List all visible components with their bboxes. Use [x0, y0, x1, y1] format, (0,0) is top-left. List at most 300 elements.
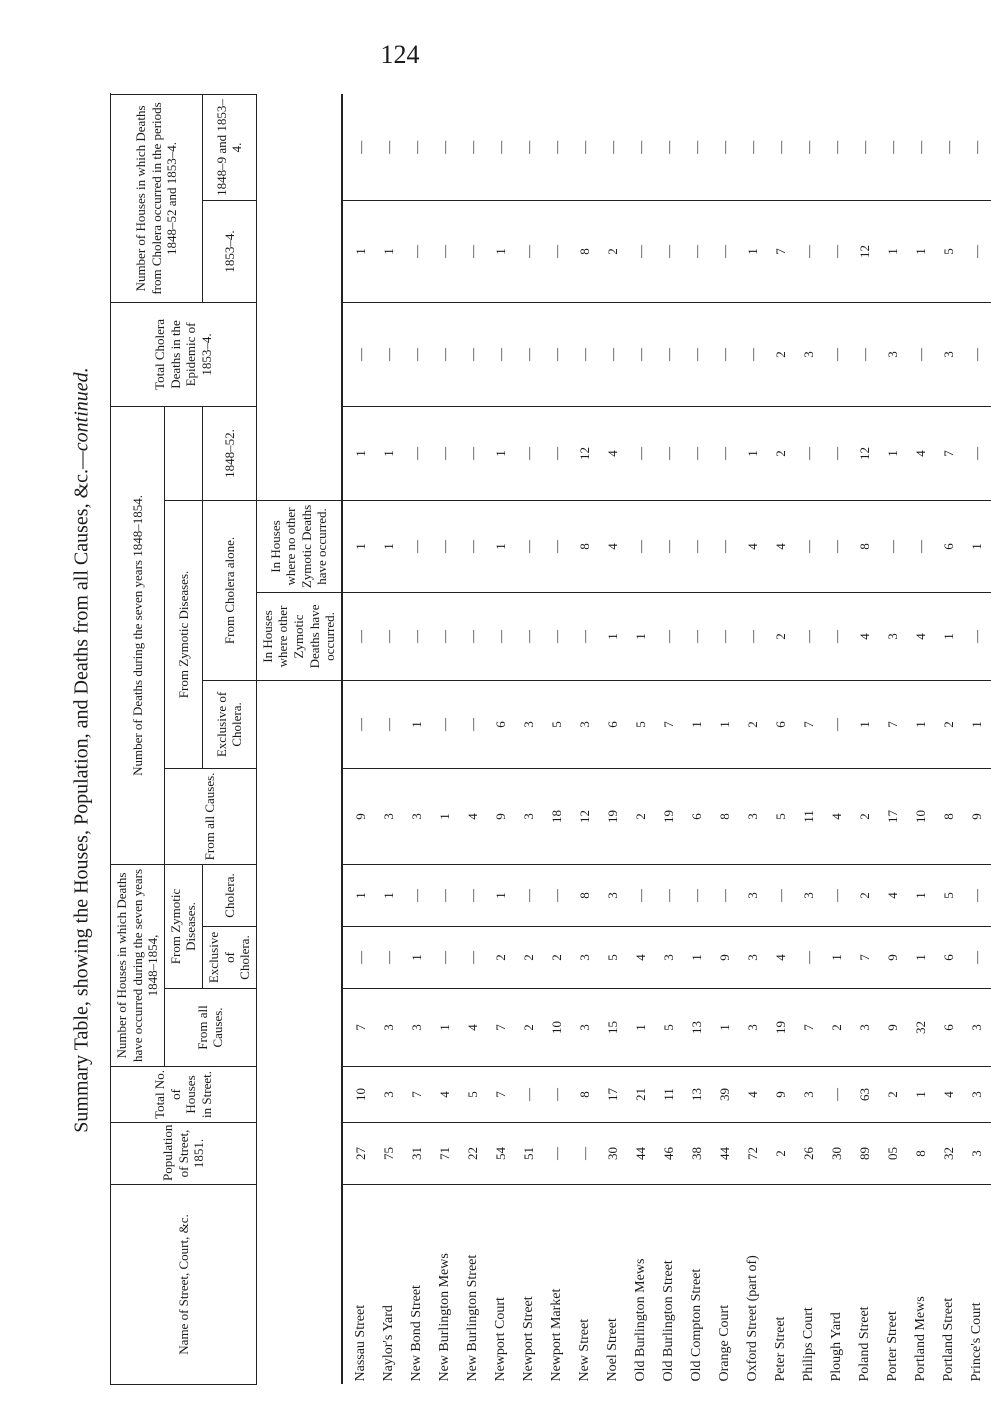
- cell-h-chol: —: [823, 864, 851, 926]
- cell-cboth: —: [907, 94, 935, 200]
- cell-total-ch: 12: [571, 406, 599, 500]
- cell-pop: 46: [655, 1123, 683, 1185]
- cell-name: Old Burlington Mews: [632, 1258, 648, 1382]
- cell-h-all: 1: [431, 989, 459, 1067]
- cell-c48: —: [543, 302, 571, 406]
- cell-h-chol: 1: [907, 864, 935, 926]
- cell-houses: 7: [487, 1067, 515, 1123]
- cell-d-excl: 2: [739, 680, 767, 768]
- cell-h-chol: 1: [487, 864, 515, 926]
- cell-pop: 05: [879, 1123, 907, 1185]
- cell-d-excl: —: [823, 680, 851, 768]
- cell-d-other: 1: [935, 592, 963, 680]
- cell-c48: —: [599, 302, 627, 406]
- cell-h-all: 6: [935, 989, 963, 1067]
- cell-d-other: —: [739, 592, 767, 680]
- cell-d-excl: 3: [571, 680, 599, 768]
- cell-d-excl: 6: [767, 680, 795, 768]
- cell-h-chol: —: [403, 864, 431, 926]
- cell-d-all: 6: [683, 768, 711, 864]
- cell-pop: 27: [342, 1123, 375, 1185]
- cell-pop: 54: [487, 1123, 515, 1185]
- cell-c53: 2: [599, 200, 627, 302]
- cell-total-ch: —: [963, 406, 991, 500]
- cell-name: Nassau Street: [342, 1185, 375, 1385]
- header-ch-1848: 1848–52.: [202, 406, 256, 500]
- header-deaths-zymotic: From Zymotic Diseases.: [164, 500, 202, 768]
- cell-h-chol: 3: [795, 864, 823, 926]
- table-row: [459, 94, 487, 1384]
- cell-h-excl: 1: [907, 927, 935, 989]
- cell-d-other: 1: [627, 592, 655, 680]
- cell-name: New Bond Street: [408, 1285, 424, 1382]
- title-area: [62, 80, 102, 1420]
- cell-h-excl: 2: [487, 927, 515, 989]
- cell-c53: —: [543, 200, 571, 302]
- table-row: [543, 94, 571, 1384]
- cell-d-noother: —: [627, 500, 655, 592]
- header-houses-cholera: Cholera.: [202, 864, 256, 926]
- cell-houses: —: [543, 1067, 571, 1123]
- cell-c53: 7: [767, 200, 795, 302]
- cell-cboth: —: [935, 94, 963, 200]
- cell-d-excl: 1: [963, 680, 991, 768]
- table-row: [599, 94, 627, 1384]
- cell-d-other: —: [795, 592, 823, 680]
- cell-pop: 3: [963, 1123, 991, 1185]
- cell-cboth: —: [515, 94, 543, 200]
- cell-h-chol: 1: [375, 864, 403, 926]
- cell-houses: 1: [907, 1067, 935, 1123]
- header-cholera-houses-group: Number of Houses in which Deaths from Cholera occurred in the periods 1848–52 and 1853–4.: [111, 94, 203, 302]
- cell-d-all: 4: [823, 768, 851, 864]
- cell-d-all: 2: [851, 768, 879, 864]
- cell-h-all: 3: [375, 989, 403, 1067]
- cell-d-all: 11: [795, 768, 823, 864]
- cell-d-excl: 1: [851, 680, 879, 768]
- cell-h-all: 3: [851, 989, 879, 1067]
- header-houses-zymotic: From Zymotic Diseases.: [164, 864, 202, 988]
- cell-c48: —: [571, 302, 599, 406]
- cell-d-noother: —: [515, 500, 543, 592]
- cell-cboth: —: [599, 94, 627, 200]
- cell-h-excl: —: [459, 927, 487, 989]
- cell-h-excl: 5: [599, 927, 627, 989]
- cell-c53: 5: [935, 200, 963, 302]
- cell-houses: —: [515, 1067, 543, 1123]
- cell-cboth: —: [711, 94, 739, 200]
- header-total-cholera: Total Cholera Deaths in the Epidemic of 1853–4.: [111, 302, 257, 406]
- cell-h-excl: 7: [851, 927, 879, 989]
- cell-h-all: 1: [711, 989, 739, 1067]
- cell-cboth: —: [767, 94, 795, 200]
- cell-h-chol: —: [963, 864, 991, 926]
- cell-c53: —: [431, 200, 459, 302]
- cell-name: Newport Market: [548, 1288, 564, 1382]
- cell-d-excl: 2: [935, 680, 963, 768]
- cell-houses: 17: [599, 1067, 627, 1123]
- header-name: Name of Street, Court, &c.: [111, 1185, 257, 1385]
- cell-cboth: —: [403, 94, 431, 200]
- cell-cboth: —: [963, 94, 991, 200]
- cell-pop: 31: [403, 1123, 431, 1185]
- cell-cboth: —: [879, 94, 907, 200]
- cell-c48: —: [739, 302, 767, 406]
- cell-d-all: 9: [963, 768, 991, 864]
- cell-pop: —: [571, 1123, 599, 1185]
- cell-houses: 4: [431, 1067, 459, 1123]
- cell-c53: 1: [907, 200, 935, 302]
- cell-d-all: 8: [711, 768, 739, 864]
- cell-h-excl: —: [963, 927, 991, 989]
- cell-d-excl: 1: [711, 680, 739, 768]
- cell-pop: 26: [795, 1123, 823, 1185]
- cell-d-other: —: [963, 592, 991, 680]
- cell-c48: —: [823, 302, 851, 406]
- cell-d-noother: —: [907, 500, 935, 592]
- cell-d-noother: —: [431, 500, 459, 592]
- cell-pop: —: [543, 1123, 571, 1185]
- cell-h-excl: 3: [655, 927, 683, 989]
- cell-total-ch: —: [403, 406, 431, 500]
- cell-d-other: —: [655, 592, 683, 680]
- cell-d-excl: 6: [487, 680, 515, 768]
- cell-c48: 2: [767, 302, 795, 406]
- cell-total-ch: —: [431, 406, 459, 500]
- cell-c53: 1: [342, 200, 375, 302]
- cell-c53: —: [515, 200, 543, 302]
- cell-d-all: 17: [879, 768, 907, 864]
- cell-name: Old Compton Street: [688, 1268, 704, 1382]
- cell-c48: —: [683, 302, 711, 406]
- cell-cboth: —: [683, 94, 711, 200]
- cell-c53: —: [655, 200, 683, 302]
- cell-name: Porter Street: [884, 1311, 900, 1382]
- cell-d-other: —: [342, 592, 375, 680]
- header-houses-all: From all Causes.: [164, 989, 256, 1067]
- page-number: 124: [380, 40, 420, 69]
- cell-c53: 1: [375, 200, 403, 302]
- cell-h-excl: —: [375, 927, 403, 989]
- cell-d-noother: —: [795, 500, 823, 592]
- header-population: Population of Street, 1851.: [111, 1123, 257, 1185]
- cell-c53: —: [403, 200, 431, 302]
- cell-houses: 11: [655, 1067, 683, 1123]
- cell-cboth: —: [342, 94, 375, 200]
- cell-d-excl: —: [431, 680, 459, 768]
- table-row: [655, 94, 683, 1384]
- table-row: [515, 94, 543, 1384]
- cell-houses: 4: [935, 1067, 963, 1123]
- cell-d-excl: 5: [627, 680, 655, 768]
- cell-d-noother: 8: [571, 500, 599, 592]
- cell-d-noother: 8: [851, 500, 879, 592]
- cell-d-noother: 4: [767, 500, 795, 592]
- cell-cboth: —: [431, 94, 459, 200]
- cell-d-noother: —: [403, 500, 431, 592]
- cell-h-excl: 4: [627, 927, 655, 989]
- cell-name: Old Burlington Street: [660, 1260, 676, 1382]
- title-main: Summary Table, showing the Houses, Population, and Deaths from all Causes, &c.: [70, 468, 93, 1133]
- table-row: [375, 94, 403, 1384]
- cell-pop: 72: [739, 1123, 767, 1185]
- cell-h-all: 7: [487, 989, 515, 1067]
- table-row: [711, 94, 739, 1384]
- cell-total-ch: —: [823, 406, 851, 500]
- cell-d-all: 8: [935, 768, 963, 864]
- cell-name: Poland Street: [856, 1306, 872, 1382]
- summary-table-rotated: [110, 95, 984, 1385]
- cell-c48: 3: [935, 302, 963, 406]
- cell-name: Plough Yard: [828, 1312, 844, 1382]
- cell-d-other: —: [375, 592, 403, 680]
- cell-c48: —: [431, 302, 459, 406]
- cell-houses: 7: [403, 1067, 431, 1123]
- cell-h-chol: 1: [342, 864, 375, 926]
- cell-h-excl: —: [342, 927, 375, 989]
- cell-h-all: 3: [403, 989, 431, 1067]
- cell-c53: 1: [879, 200, 907, 302]
- cell-total-ch: 4: [599, 406, 627, 500]
- cell-h-excl: —: [795, 927, 823, 989]
- cell-c48: —: [403, 302, 431, 406]
- cell-name: Naylor's Yard: [380, 1305, 396, 1382]
- cell-pop: 89: [851, 1123, 879, 1185]
- cell-d-noother: 1: [963, 500, 991, 592]
- cell-name: Peter Street: [772, 1316, 788, 1382]
- cell-h-chol: —: [655, 864, 683, 926]
- cell-houses: 21: [627, 1067, 655, 1123]
- cell-total-ch: —: [683, 406, 711, 500]
- cell-d-noother: 1: [375, 500, 403, 592]
- cell-c48: —: [627, 302, 655, 406]
- cell-houses: 39: [711, 1067, 739, 1123]
- cell-c48: 3: [879, 302, 907, 406]
- cell-h-all: 2: [823, 989, 851, 1067]
- table-row: [627, 94, 655, 1384]
- cell-h-all: 5: [655, 989, 683, 1067]
- cell-total-ch: 12: [851, 406, 879, 500]
- cell-total-ch: —: [711, 406, 739, 500]
- cell-h-all: 3: [963, 989, 991, 1067]
- cell-total-ch: —: [627, 406, 655, 500]
- cell-pop: 38: [683, 1123, 711, 1185]
- cell-name: Portland Street: [940, 1297, 956, 1382]
- cell-total-ch: 1: [879, 406, 907, 500]
- header-deaths-ch-other: In Houses where other Zymotic Deaths have occurred.: [256, 592, 341, 680]
- cell-h-excl: 3: [571, 927, 599, 989]
- cell-h-chol: —: [627, 864, 655, 926]
- cell-d-other: —: [571, 592, 599, 680]
- cell-name: Portland Mews: [912, 1296, 928, 1382]
- header-row-4: [256, 94, 341, 1384]
- cell-d-excl: —: [375, 680, 403, 768]
- cell-cboth: —: [739, 94, 767, 200]
- cell-houses: 63: [851, 1067, 879, 1123]
- cell-houses: 4: [739, 1067, 767, 1123]
- cell-h-chol: —: [543, 864, 571, 926]
- cell-d-excl: 5: [543, 680, 571, 768]
- table-row: [739, 94, 767, 1384]
- cell-pop: 32: [935, 1123, 963, 1185]
- table-row: [851, 94, 879, 1384]
- cell-total-ch: —: [655, 406, 683, 500]
- cell-total-ch: 1: [375, 406, 403, 500]
- cell-d-all: 12: [571, 768, 599, 864]
- cell-total-ch: —: [459, 406, 487, 500]
- cell-h-all: 32: [907, 989, 935, 1067]
- table-row: [823, 94, 851, 1384]
- cell-h-excl: 6: [935, 927, 963, 989]
- cell-h-excl: 1: [403, 927, 431, 989]
- cell-d-all: 2: [627, 768, 655, 864]
- table-row: [767, 94, 795, 1384]
- cell-houses: 13: [683, 1067, 711, 1123]
- cell-name: Philips Court: [800, 1307, 816, 1382]
- cell-c48: —: [375, 302, 403, 406]
- cell-d-excl: 6: [599, 680, 627, 768]
- cell-c53: 8: [571, 200, 599, 302]
- cell-d-noother: —: [459, 500, 487, 592]
- summary-table: [110, 94, 991, 1385]
- cell-d-all: 4: [459, 768, 487, 864]
- cell-d-excl: 3: [515, 680, 543, 768]
- cell-pop: 44: [711, 1123, 739, 1185]
- cell-name: New Street: [576, 1318, 592, 1382]
- cell-h-chol: —: [711, 864, 739, 926]
- cell-cboth: —: [375, 94, 403, 200]
- cell-pop: 71: [431, 1123, 459, 1185]
- cell-h-excl: 1: [683, 927, 711, 989]
- page-title: [71, 100, 94, 1400]
- cell-d-noother: 6: [935, 500, 963, 592]
- cell-c53: 1: [739, 200, 767, 302]
- cell-h-chol: 4: [879, 864, 907, 926]
- cell-c53: 1: [487, 200, 515, 302]
- cell-d-all: 18: [543, 768, 571, 864]
- cell-cboth: —: [851, 94, 879, 200]
- cell-d-other: —: [459, 592, 487, 680]
- cell-h-excl: —: [431, 927, 459, 989]
- table-row: [342, 94, 375, 1384]
- cell-d-all: 1: [431, 768, 459, 864]
- cell-d-all: 3: [515, 768, 543, 864]
- cell-c53: —: [795, 200, 823, 302]
- cell-pop: 30: [599, 1123, 627, 1185]
- cell-d-noother: —: [711, 500, 739, 592]
- table-row: [935, 94, 963, 1384]
- cell-pop: 44: [627, 1123, 655, 1185]
- cell-houses: 9: [767, 1067, 795, 1123]
- cell-name: New Burlington Street: [464, 1254, 480, 1382]
- cell-cboth: —: [459, 94, 487, 200]
- cell-d-excl: 1: [907, 680, 935, 768]
- cell-d-excl: —: [459, 680, 487, 768]
- title-continued: —continued.: [70, 367, 93, 469]
- table-row: [487, 94, 515, 1384]
- cell-name: Newport Street: [520, 1296, 536, 1382]
- table-row: [431, 94, 459, 1384]
- cell-total-ch: —: [795, 406, 823, 500]
- cell-d-other: —: [683, 592, 711, 680]
- cell-h-all: 13: [683, 989, 711, 1067]
- cell-c48: —: [851, 302, 879, 406]
- cell-h-excl: 2: [515, 927, 543, 989]
- cell-c53: —: [459, 200, 487, 302]
- cell-cboth: —: [655, 94, 683, 200]
- cell-d-excl: 7: [655, 680, 683, 768]
- cell-d-other: —: [515, 592, 543, 680]
- cell-h-all: 9: [879, 989, 907, 1067]
- cell-h-chol: 5: [935, 864, 963, 926]
- header-deaths-excl: Exclusive of Cholera.: [202, 680, 256, 768]
- cell-houses: —: [823, 1067, 851, 1123]
- cell-houses: 10: [342, 1067, 375, 1123]
- cell-d-excl: 1: [403, 680, 431, 768]
- cell-total-ch: 1: [487, 406, 515, 500]
- cell-total-ch: —: [515, 406, 543, 500]
- cell-h-excl: 2: [543, 927, 571, 989]
- cell-c48: —: [907, 302, 935, 406]
- cell-c48: —: [459, 302, 487, 406]
- cell-d-all: 3: [739, 768, 767, 864]
- cell-d-other: 4: [907, 592, 935, 680]
- cell-d-noother: —: [879, 500, 907, 592]
- cell-total-ch: —: [543, 406, 571, 500]
- cell-cboth: —: [627, 94, 655, 200]
- cell-h-chol: 3: [739, 864, 767, 926]
- cell-total-ch: 7: [935, 406, 963, 500]
- cell-c48: —: [963, 302, 991, 406]
- cell-name: Newport Court: [492, 1297, 508, 1382]
- cell-d-noother: —: [655, 500, 683, 592]
- cell-cboth: —: [571, 94, 599, 200]
- cell-d-noother: —: [543, 500, 571, 592]
- cell-d-all: 19: [655, 768, 683, 864]
- cell-d-noother: —: [823, 500, 851, 592]
- cell-pop: 8: [907, 1123, 935, 1185]
- cell-c53: —: [627, 200, 655, 302]
- table-row: [795, 94, 823, 1384]
- cell-d-other: 2: [767, 592, 795, 680]
- table-row: [879, 94, 907, 1384]
- cell-d-other: 4: [851, 592, 879, 680]
- cell-h-excl: 3: [739, 927, 767, 989]
- table-row: [963, 94, 991, 1384]
- cell-cboth: —: [543, 94, 571, 200]
- cell-d-all: 10: [907, 768, 935, 864]
- header-houses-excl: Exclusive of Cholera.: [202, 927, 256, 989]
- header-houses-group: Number of Houses in which Deaths have occurred during the seven years 1848–1854,: [111, 864, 165, 1066]
- header-ch-1853: 1853–4.: [202, 200, 256, 302]
- table-row: [683, 94, 711, 1384]
- cell-d-other: 1: [599, 592, 627, 680]
- header-deaths-cholera-alone: From Cholera alone.: [202, 500, 256, 680]
- cell-total-ch: 2: [767, 406, 795, 500]
- cell-d-excl: 1: [683, 680, 711, 768]
- cell-h-all: 1: [627, 989, 655, 1067]
- cell-houses: 2: [879, 1067, 907, 1123]
- table-body: [342, 94, 991, 1384]
- cell-d-other: 3: [879, 592, 907, 680]
- cell-d-noother: 1: [342, 500, 375, 592]
- cell-cboth: —: [823, 94, 851, 200]
- table-row: [907, 94, 935, 1384]
- cell-houses: 8: [571, 1067, 599, 1123]
- cell-houses: 3: [963, 1067, 991, 1123]
- cell-h-all: 4: [459, 989, 487, 1067]
- cell-name: Oxford Street (part of): [744, 1255, 760, 1382]
